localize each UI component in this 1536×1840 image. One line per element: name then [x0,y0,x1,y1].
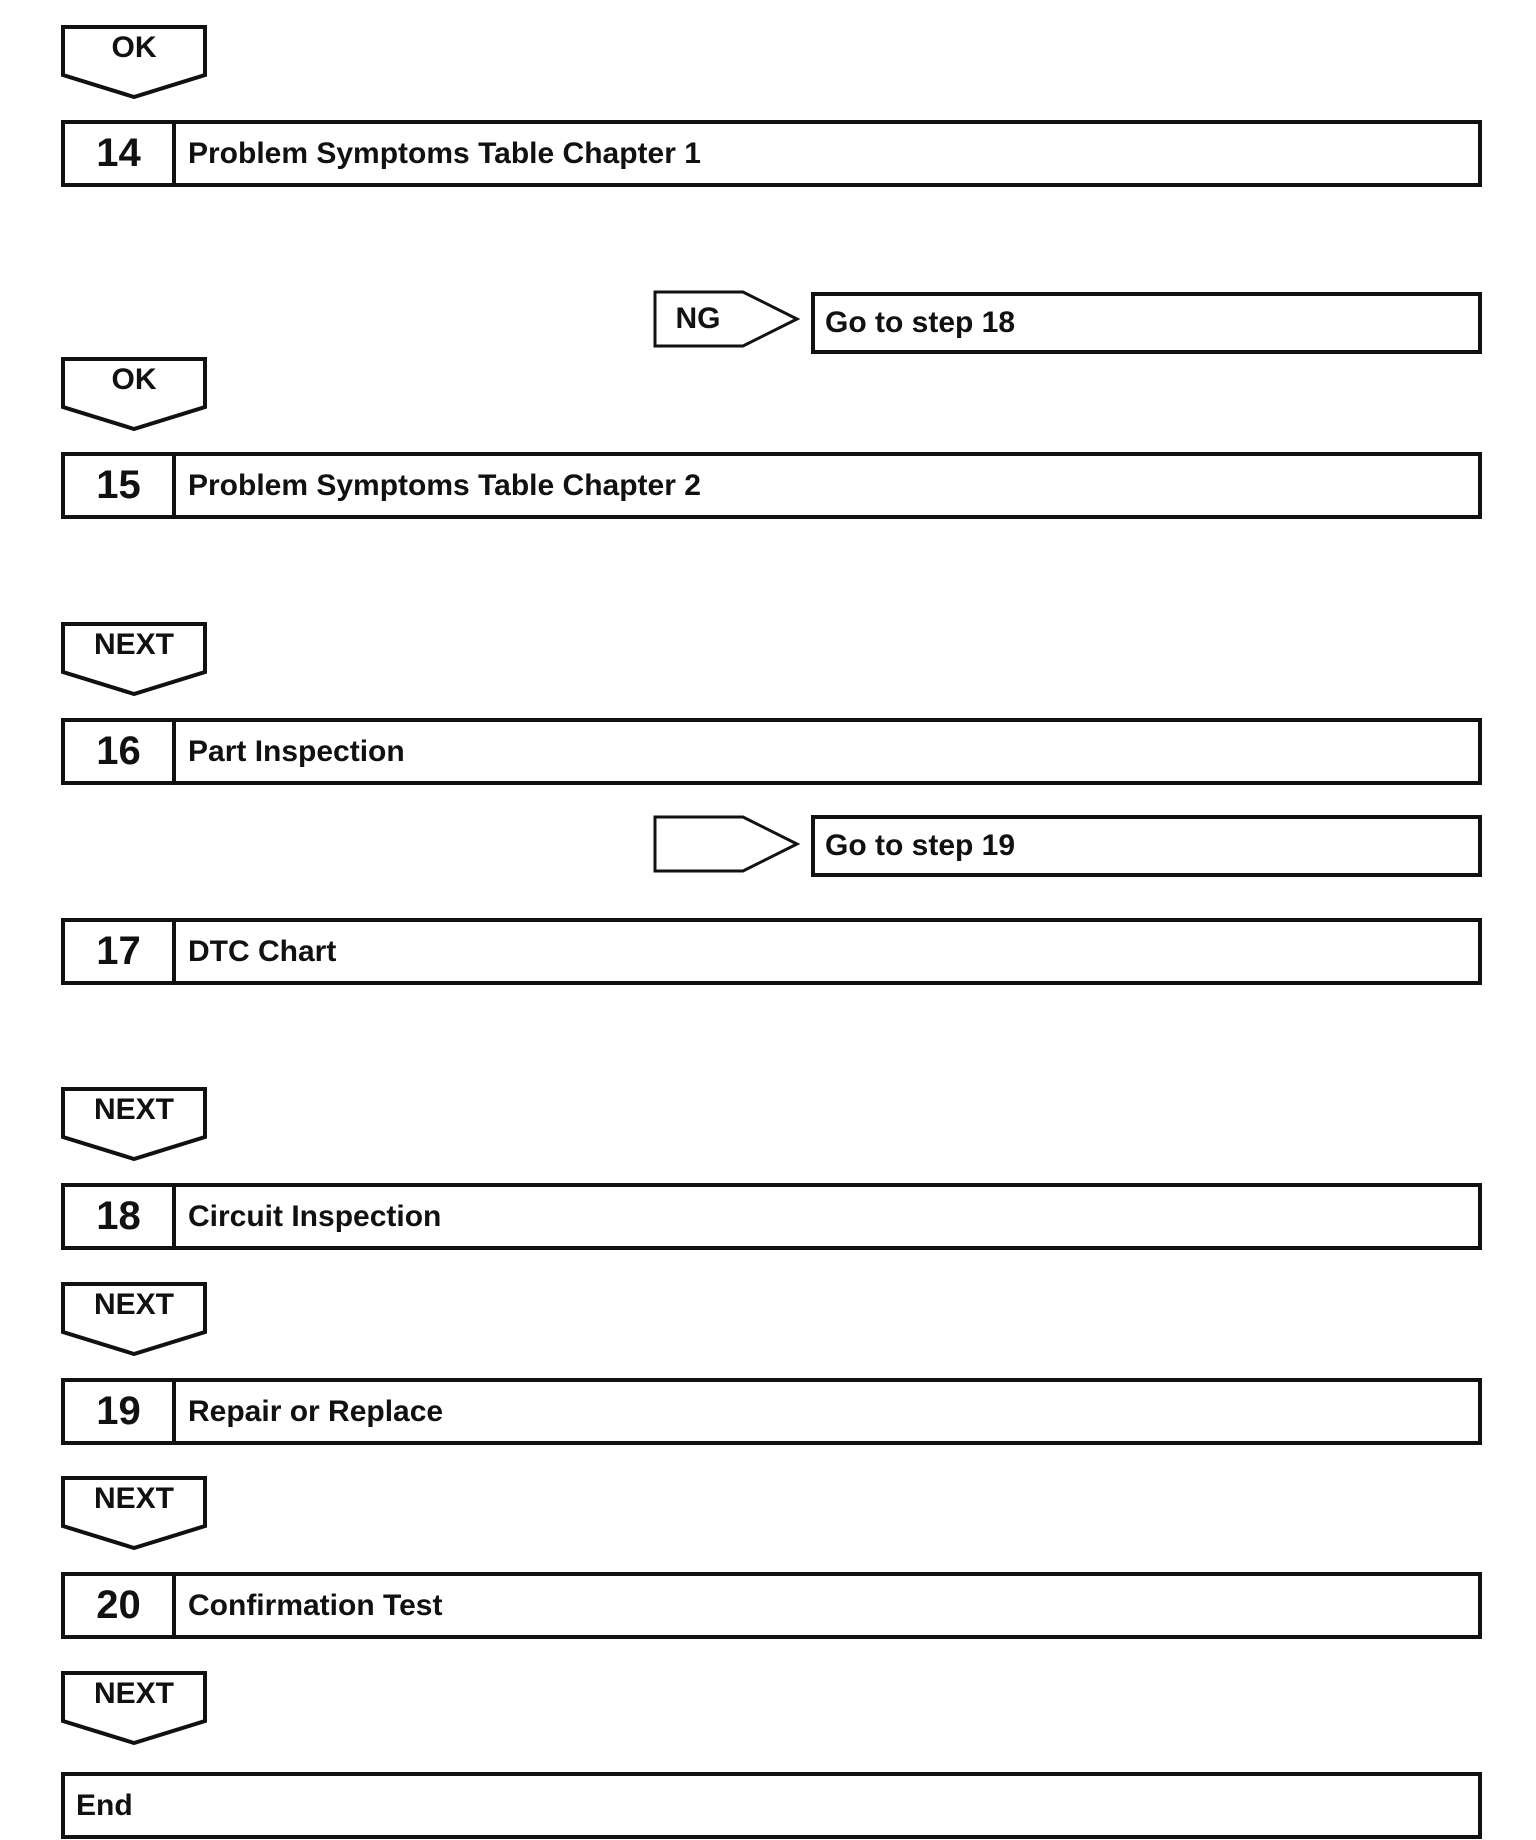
step-14-box [61,120,1482,187]
step-label: DTC Chart [188,934,337,968]
step-17-box [61,918,1482,985]
transition-label: NEXT [93,628,174,661]
transition-label: OK [111,363,157,396]
transition-label: OK [111,31,157,64]
step-number: 17 [65,922,176,981]
goto-label: Go to step 18 [825,306,1016,339]
transition-label: NEXT [93,1482,174,1515]
transition-next-arrow [61,1476,207,1550]
step-number: 19 [65,1382,176,1441]
transition-label: NEXT [93,1288,174,1321]
step-number: 14 [65,124,176,183]
step-number: 16 [65,722,176,781]
transition-next-arrow [61,622,207,696]
goto-label: Go to step 19 [825,829,1016,862]
step-label: Circuit Inspection [188,1199,442,1233]
transition-ok-arrow [61,357,207,431]
goto-step-18-box [811,292,1482,354]
branch-arrow [653,815,801,873]
step-label: Part Inspection [188,734,405,768]
step-number: 15 [65,456,176,515]
step-15-box [61,452,1482,519]
step-label: Problem Symptoms Table Chapter 2 [188,468,701,502]
step-16-box [61,718,1482,785]
transition-label: NEXT [93,1677,174,1710]
step-19-box [61,1378,1482,1445]
step-label: Repair or Replace [188,1394,444,1428]
transition-label: NEXT [93,1093,174,1126]
branch-label [653,815,743,873]
branch-ng-arrow [653,290,801,348]
end-label: End [76,1788,133,1822]
goto-step-19-box [811,815,1482,877]
transition-next-arrow [61,1671,207,1745]
step-number: 18 [65,1187,176,1246]
transition-next-arrow [61,1087,207,1161]
transition-ok-arrow [61,25,207,99]
step-18-box [61,1183,1482,1250]
step-label: Confirmation Test [188,1588,443,1622]
branch-label: NG [675,302,721,335]
transition-next-arrow [61,1282,207,1356]
end-box [61,1772,1482,1839]
step-number: 20 [65,1576,176,1635]
step-label: Problem Symptoms Table Chapter 1 [188,136,701,170]
step-20-box [61,1572,1482,1639]
